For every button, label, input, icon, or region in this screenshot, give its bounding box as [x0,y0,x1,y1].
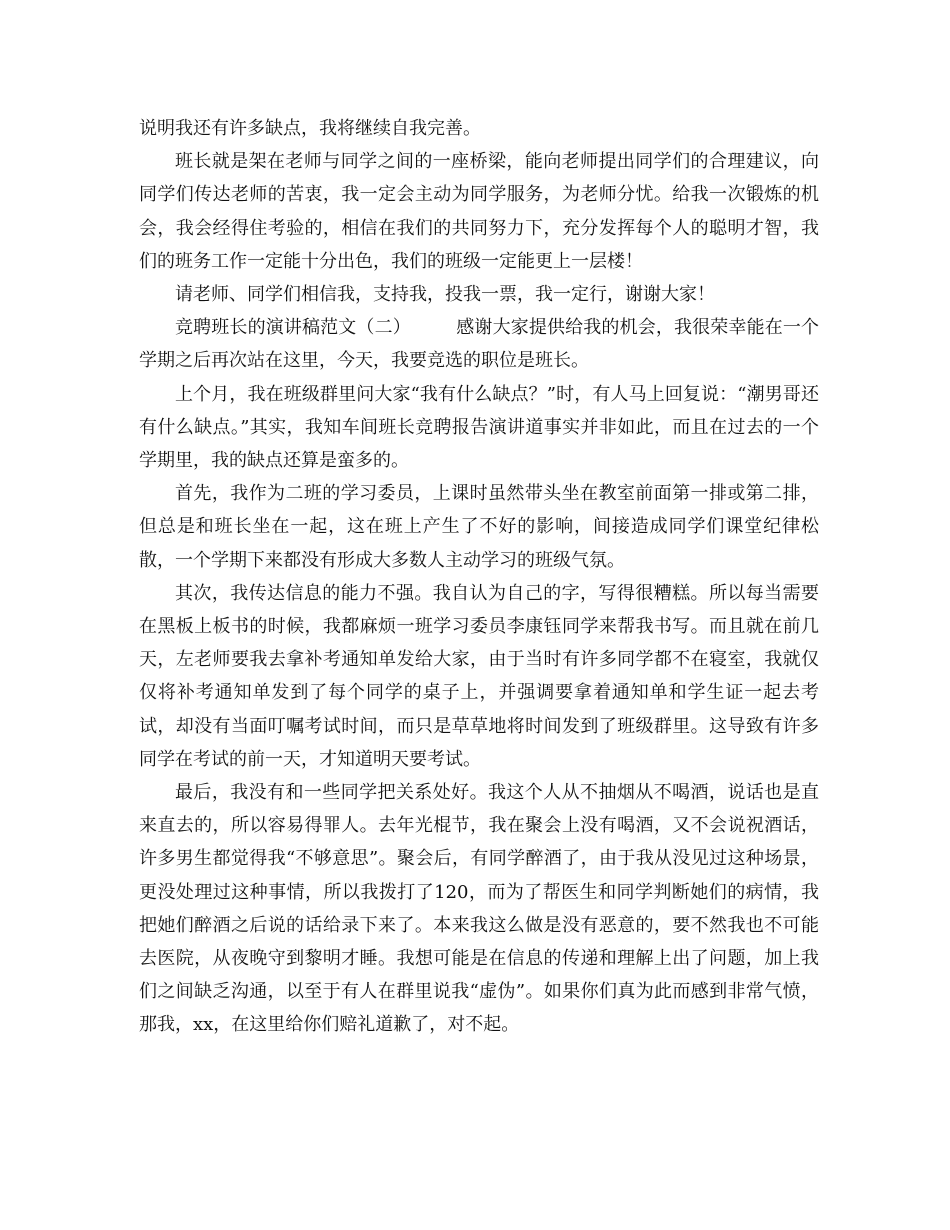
document-body [139,112,819,1042]
paragraph-4: 竞聘班长的演讲稿范文（二） 感谢大家提供给我的机会，我很荣幸能在一个学期之后再次站在这里，今天，我要竞选的职位是班长。 [139,317,819,372]
paragraph-8: 最后，我没有和一些同学把关系处好。我这个人从不抽烟从不喝酒，说话也是直来直去的，所以容易得罪人。去年光棍节，我在聚会上没有喝酒，又不会说祝酒话，许多男生都觉得我“不够意思”。聚会后，有同学醉酒了，由于我从没见过这种场景，更没处理过这种事情，所以我拨打了120，而为了帮医生和同学判断她们的病情，我把她们醉酒之后说的话给录下来了。本来我这么做是没有恶意的，要不然我也不可能去医院，从夜晚守到黎明才睡。我想可能是在信息的传递和理解上出了问题，加上我们之间缺乏沟通，以至于有人在群里说我“虚伪”。如果你们真为此而感到非常气愤，那我，xx，在这里给你们赔礼道歉了，对不起。 [139,782,819,1036]
paragraph-5: 上个月，我在班级群里问大家“我有什么缺点？”时，有人马上回复说：“潮男哥还有什么缺点。”其实，我知车间班长竞聘报告演讲道事实并非如此，而且在过去的一个学期里，我的缺点还算是蛮多的。 [139,383,819,472]
paragraph-7: 其次，我传达信息的能力不强。我自认为自己的字，写得很糟糕。所以每当需要在黑板上板书的时候，我都麻烦一班学习委员李康钰同学来帮我书写。而且就在前几天，左老师要我去拿补考通知单发给大家，由于当时有许多同学都不在寝室，我就仅仅将补考通知单发到了每个同学的桌子上，并强调要拿着通知单和学生证一起去考试，却没有当面叮嘱考试时间，而只是草草地将时间发到了班级群里。这导致有许多同学在考试的前一天，才知道明天要考试。 [139,582,819,770]
paragraph-1: 说明我还有许多缺点，我将继续自我完善。 [139,118,481,139]
paragraph-2: 班长就是架在老师与同学之间的一座桥梁，能向老师提出同学们的合理建议，向同学们传达老师的苦衷，我一定会主动为同学服务，为老师分忧。给我一次锻炼的机会，我会经得住考验的，相信在我们的共同努力下，充分发挥每个人的聪明才智，我们的班务工作一定能十分出色，我们的班级一定能更上一层楼！ [139,151,819,272]
paragraph-6: 首先，我作为二班的学习委员，上课时虽然带头坐在教室前面第一排或第二排，但总是和班长坐在一起，这在班上产生了不好的影响，间接造成同学们课堂纪律松散，一个学期下来都没有形成大多数人主动学习的班级气氛。 [139,483,819,571]
paragraph-3: 请老师、同学们相信我，支持我，投我一票，我一定行，谢谢大家！ [175,284,715,306]
